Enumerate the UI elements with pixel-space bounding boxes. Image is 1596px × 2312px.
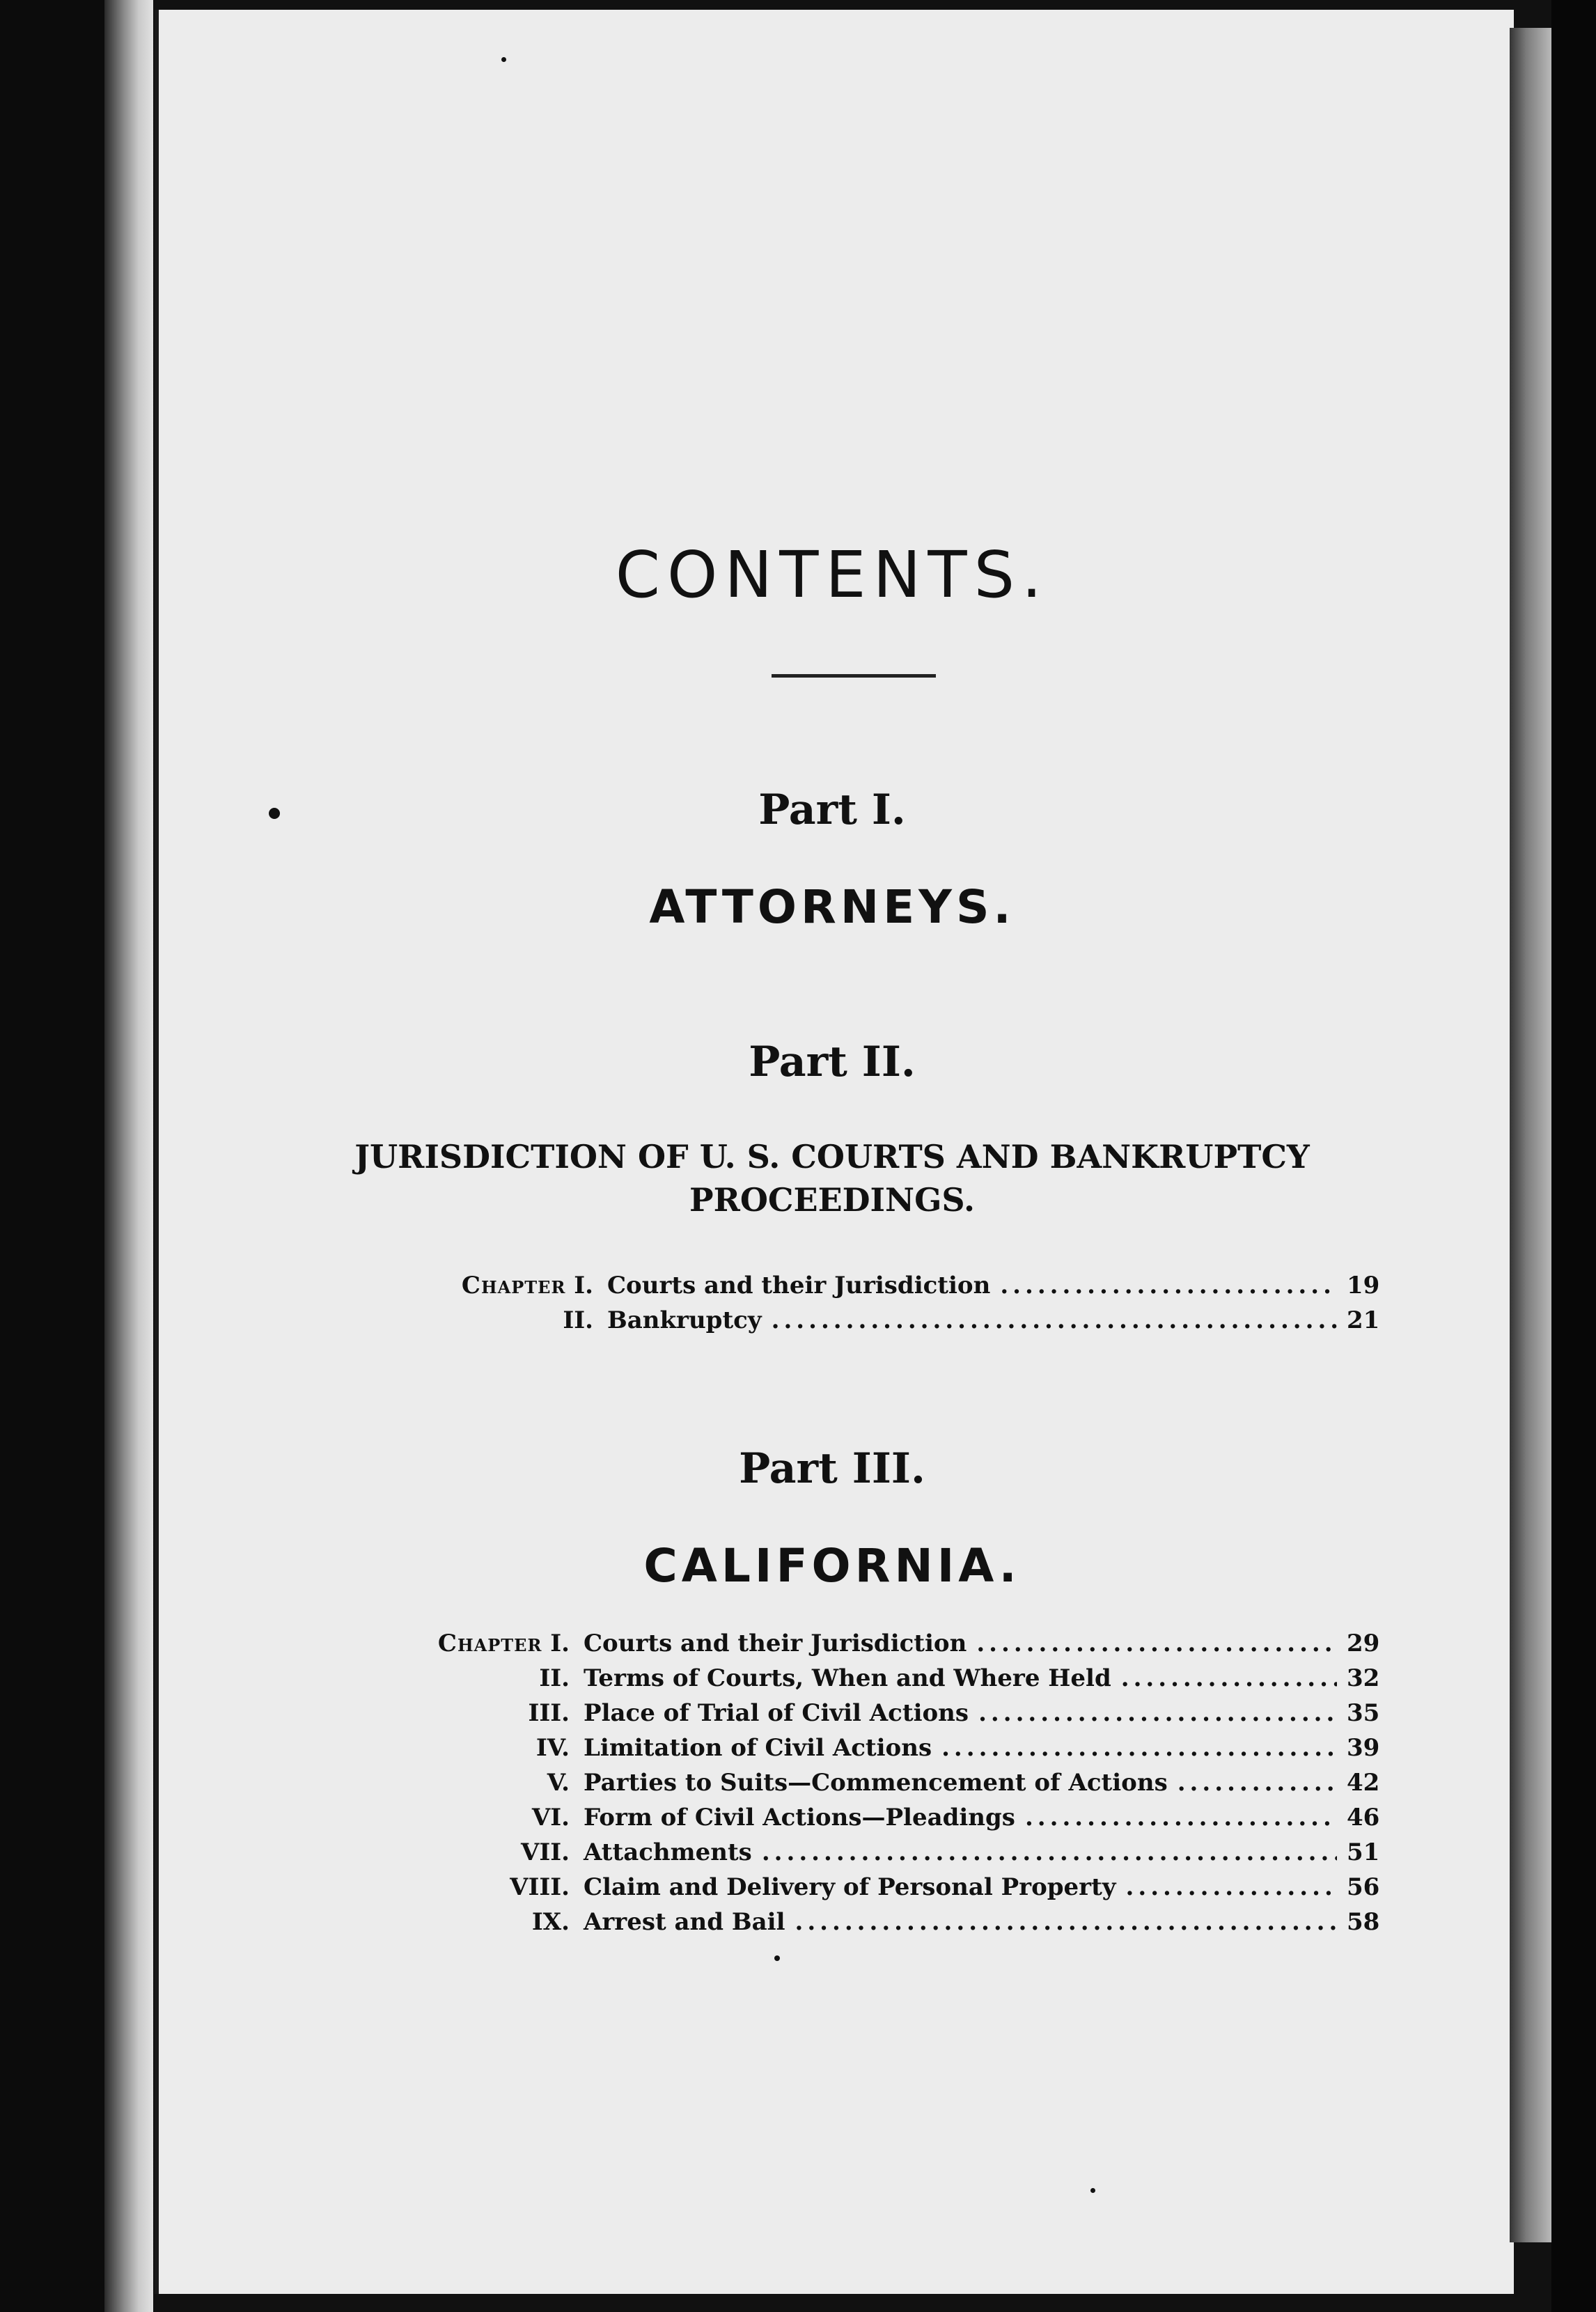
toc-chapter-title: Bankruptcy — [607, 1306, 762, 1334]
toc-chapter-number: Chapter I. — [437, 1630, 570, 1657]
toc-page-number: 29 — [1347, 1630, 1380, 1657]
toc-page-number: 46 — [1347, 1804, 1380, 1831]
toc-entry[interactable] — [415, 1699, 1379, 1734]
toc-chapter-title: Attachments — [584, 1838, 752, 1866]
toc-chapter-number: IX. — [531, 1908, 570, 1936]
toc-chapter-number: VII. — [520, 1838, 570, 1866]
toc-entry[interactable] — [415, 1804, 1379, 1838]
part-one-heading: Part I. — [758, 786, 906, 834]
part-two-title — [155, 1135, 1510, 1221]
toc-entry[interactable] — [415, 1664, 1379, 1699]
toc-leader-dots — [1126, 1873, 1337, 1901]
dust-speck — [501, 57, 506, 62]
toc-entry[interactable] — [415, 1908, 1379, 1943]
toc-page-number: 56 — [1347, 1873, 1380, 1901]
toc-chapter-number: IV. — [535, 1734, 570, 1762]
toc-leader-dots — [978, 1699, 1337, 1727]
toc-leader-dots — [1121, 1664, 1337, 1692]
part-three-title: CALIFORNIA. — [643, 1539, 1021, 1593]
part-three-heading: Part III. — [739, 1444, 925, 1493]
toc-chapter-title: Parties to Suits—Commencement of Actions — [584, 1769, 1168, 1797]
toc-entry[interactable] — [415, 1734, 1379, 1769]
toc-page-number: 21 — [1347, 1306, 1380, 1334]
toc-entry[interactable] — [415, 1630, 1379, 1664]
toc-entry[interactable] — [432, 1272, 1379, 1306]
toc-page-number: 35 — [1347, 1699, 1380, 1727]
scan-dark-margin-left — [0, 0, 104, 2312]
toc-chapter-title: Claim and Delivery of Personal Property — [584, 1873, 1116, 1901]
toc-chapter-number: VI. — [531, 1804, 570, 1831]
toc-entry[interactable] — [415, 1769, 1379, 1804]
toc-chapter-number: V. — [547, 1769, 570, 1797]
toc-page-number: 39 — [1347, 1734, 1380, 1762]
page-title: CONTENTS. — [615, 537, 1049, 612]
dust-speck — [1090, 2188, 1095, 2193]
toc-leader-dots — [1000, 1272, 1337, 1299]
toc-leader-dots — [772, 1306, 1337, 1334]
toc-chapter-number: II. — [563, 1306, 593, 1334]
part-two-title-line1: JURISDICTION OF U. S. COURTS AND BANKRUPTCY — [354, 1138, 1310, 1175]
toc-chapter-number: Chapter I. — [461, 1272, 593, 1299]
toc-page-number: 42 — [1347, 1769, 1380, 1797]
toc-page-number: 19 — [1347, 1272, 1380, 1299]
toc-chapter-number: III. — [528, 1699, 570, 1727]
toc-chapter-number: VIII. — [510, 1873, 570, 1901]
toc-entry[interactable] — [415, 1838, 1379, 1873]
toc-chapter-title: Place of Trial of Civil Actions — [584, 1699, 969, 1727]
toc-entry[interactable] — [415, 1873, 1379, 1908]
toc-leader-dots — [1025, 1804, 1337, 1831]
toc-leader-dots — [795, 1908, 1337, 1936]
page-gutter-shadow-right — [1510, 28, 1551, 2242]
page-gutter-edge — [104, 0, 153, 2312]
part-two-title-line2: PROCEEDINGS. — [689, 1181, 975, 1219]
toc-chapter-title: Limitation of Civil Actions — [584, 1734, 932, 1762]
toc-chapter-number: II. — [539, 1664, 570, 1692]
toc-leader-dots — [1178, 1769, 1337, 1797]
toc-chapter-title: Arrest and Bail — [584, 1908, 785, 1936]
toc-page-number: 58 — [1347, 1908, 1380, 1936]
part-one-title: ATTORNEYS. — [649, 880, 1015, 934]
toc-chapter-title: Courts and their Jurisdiction — [607, 1272, 991, 1299]
toc-page-number: 51 — [1347, 1838, 1380, 1866]
scan-dark-margin-right — [1551, 0, 1596, 2312]
dust-speck — [774, 1955, 780, 1961]
toc-chapter-title: Terms of Courts, When and Where Held — [584, 1664, 1111, 1692]
toc-leader-dots — [941, 1734, 1337, 1762]
toc-leader-dots — [762, 1838, 1337, 1866]
part-two-heading: Part II. — [749, 1038, 916, 1086]
toc-page-number: 32 — [1347, 1664, 1380, 1692]
toc-chapter-title: Form of Civil Actions—Pleadings — [584, 1804, 1015, 1831]
toc-entry[interactable] — [432, 1306, 1379, 1341]
toc-chapter-title: Courts and their Jurisdiction — [584, 1630, 967, 1657]
title-rule — [772, 674, 936, 678]
toc-leader-dots — [976, 1630, 1337, 1657]
